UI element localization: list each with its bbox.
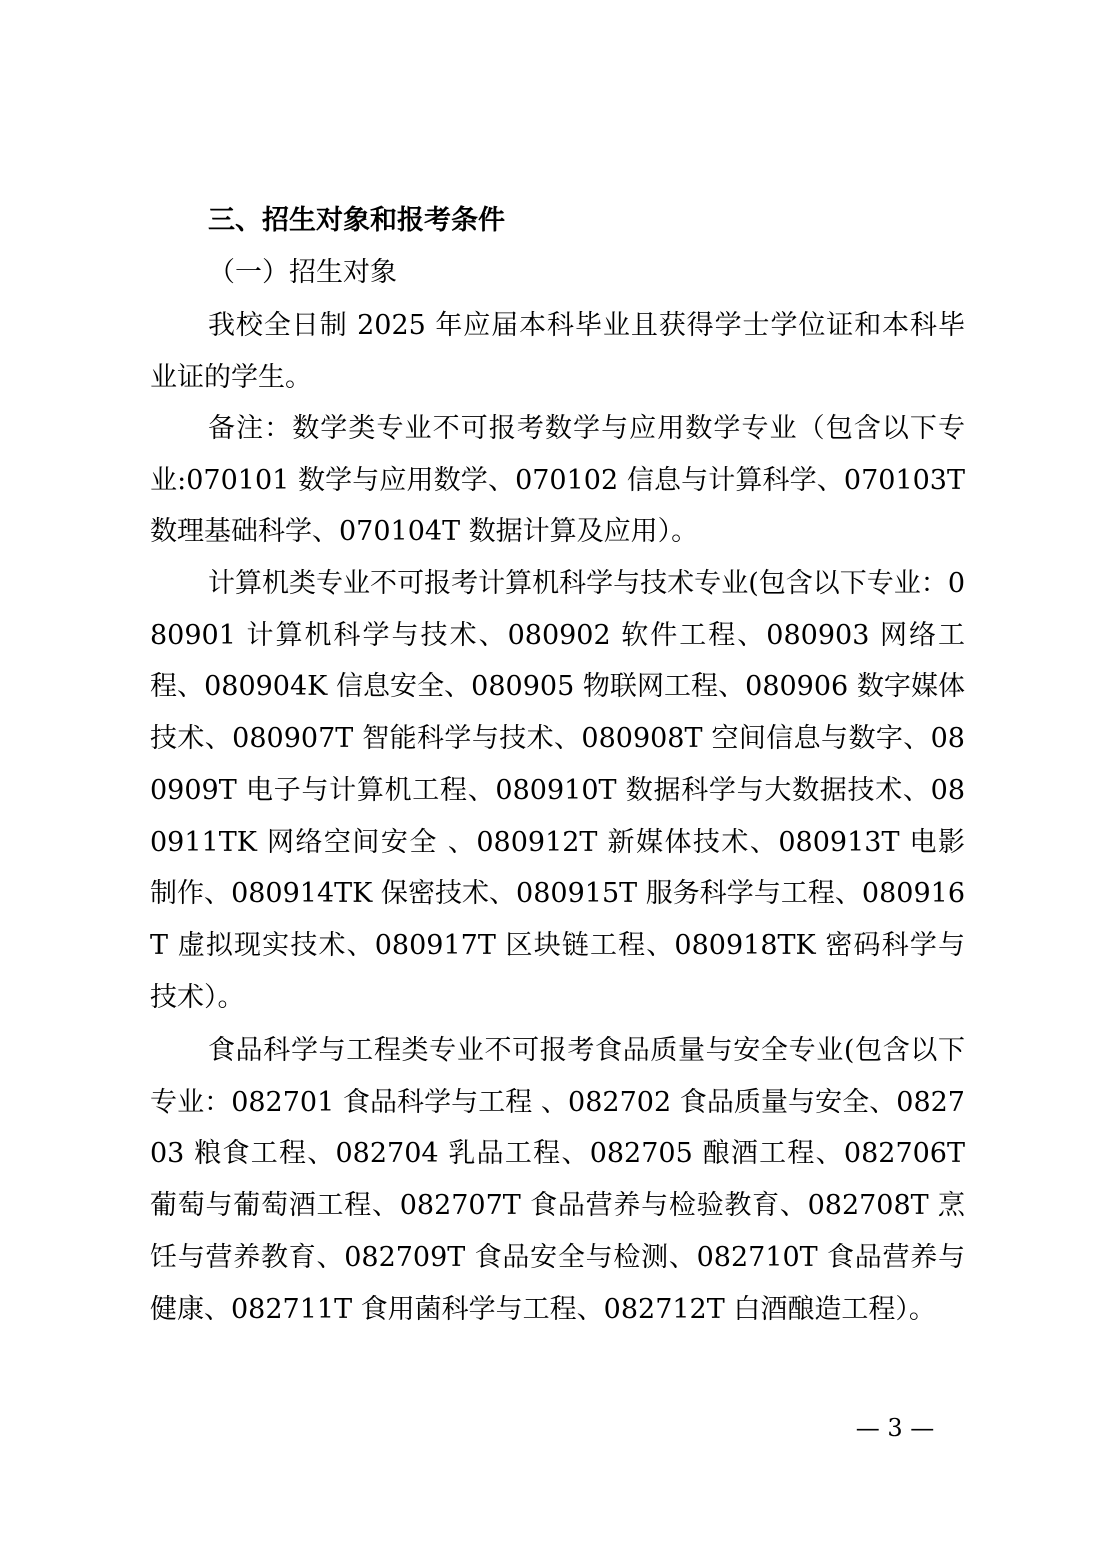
- paragraph-note-food: 食品科学与工程类专业不可报考食品质量与安全专业(包含以下专业：082701 食品科学与工程 、082702 食品质量与安全、082703 粮食工程、082704 乳品工程、082705 酿酒工程、082706T 葡萄与葡萄酒工程、082707T 食品营养与检验教育、082708T 烹饪与营养教育、082709T 食品安全与检测、082710T 食品营养与健康、082711T 食用菌科学与工程、082712T 白酒酿造工程）。: [150, 1035, 965, 1325]
- paragraph-note-computer: 计算机类专业不可报考计算机科学与技术专业(包含以下专业：080901 计算机科学与技术、080902 软件工程、080903 网络工程、080904K 信息安全、080905 物联网工程、080906 数字媒体技术、080907T 智能科学与技术、080908T 空间信息与数字、080909T 电子与计算机工程、080910T 数据科学与大数据技术、080911TK 网络空间安全 、080912T 新媒体技术、080913T 电影制作、080914TK 保密技术、080915T 服务科学与工程、080916T 虚拟现实技术、080917T 区块链工程、080918TK 密码科学与技术）。: [150, 568, 965, 1013]
- page-number: — 3 —: [855, 1414, 935, 1442]
- paragraph-enrollment-target: 我校全日制 2025 年应届本科毕业且获得学士学位证和本科毕业证的学生。: [150, 310, 965, 393]
- section-subheading: （一）招生对象: [208, 257, 397, 288]
- paragraph-note-math: 备注：数学类专业不可报考数学与应用数学专业（包含以下专业:070101 数学与应用数学、070102 信息与计算科学、070103T 数理基础科学、070104T 数据计算及应用）。: [150, 413, 965, 548]
- section-heading: 三、招生对象和报考条件: [208, 205, 505, 236]
